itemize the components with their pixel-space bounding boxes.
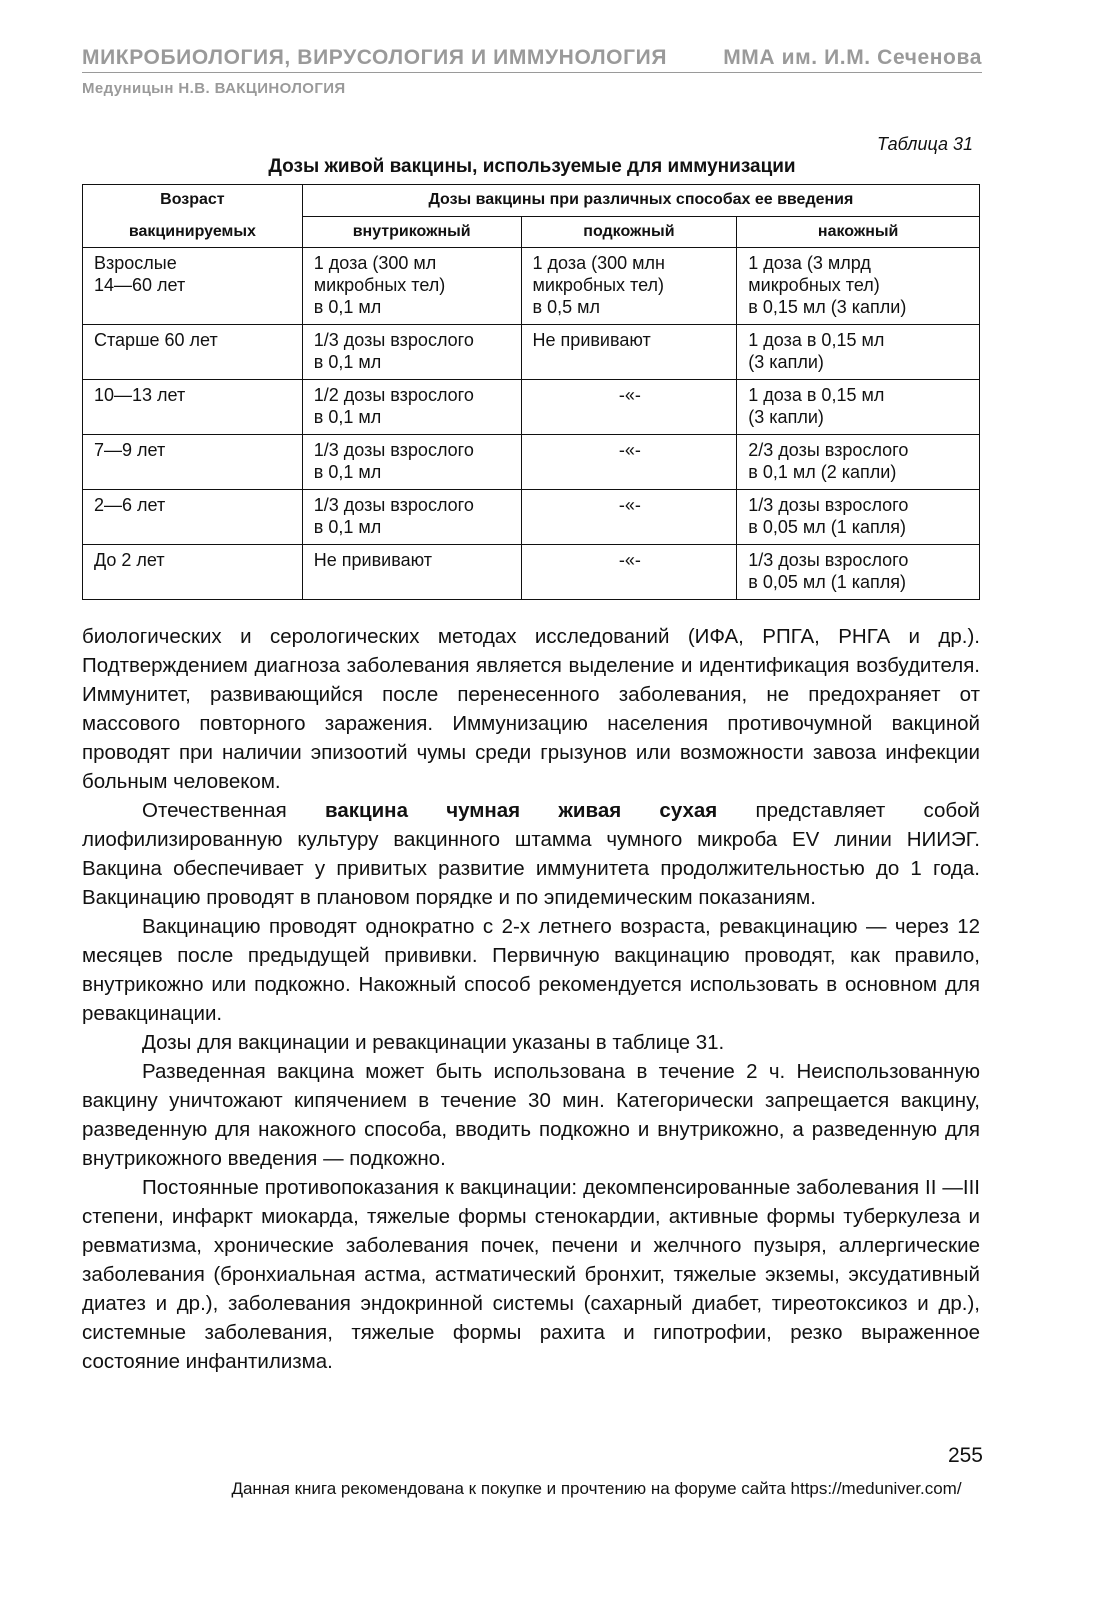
intradermal-cell: Не прививают <box>302 545 521 600</box>
subcutaneous-cell: -«- <box>521 435 737 490</box>
table-row <box>83 248 980 325</box>
paragraph: Разведенная вакцина может быть использована в течение 2 ч. Неиспользованную вакцину уничтожают кипячением в течение 30 мин. Категорически запрещается вакцину, разведенную для накожного способа, вводить подкожно и внутрикожно, а разведенную для внутрикожного введения — подкожно. <box>82 1060 980 1170</box>
table-row <box>83 435 980 490</box>
paragraph: Вакцинацию проводят однократно с 2-х летнего возраста, ревакцинацию — через 12 месяцев после предыдущей прививки. Первичную вакцинацию проводят, как правило, внутрикожно или подкожно. Накожный способ рекомендуется использовать в основном для ревакцинации. <box>82 915 980 1025</box>
body-text <box>82 622 980 1376</box>
subcutaneous-cell: -«- <box>521 380 737 435</box>
subcutaneous-cell: Не прививают <box>521 325 737 380</box>
age-cell: Старше 60 лет <box>83 325 303 380</box>
doses-table <box>82 184 980 600</box>
cutaneous-cell: 1 доза в 0,15 мл (3 капли) <box>737 380 980 435</box>
header-institution: ММА им. И.М. Сеченова <box>723 46 982 69</box>
paragraph: Постоянные противопоказания к вакцинации: декомпенсированные заболевания II —III степени, инфаркт миокарда, тяжелые формы стенокардии, активные формы туберкулеза и ревматизма, хронические заболевания почек, печени и желчного пузыря, аллергические заболевания (бронхиальная астма, астматический бронхит, тяжелые экземы, эксудативный диатез и др.), заболевания эндокринной системы (сахарный диабет, тиреотоксикоз и др.), системные заболевания, тяжелые формы рахита и гипотрофии, резко выраженное состояние инфантилизма. <box>82 1176 980 1373</box>
table-header-row <box>83 185 980 217</box>
age-cell: 10—13 лет <box>83 380 303 435</box>
table-row <box>83 490 980 545</box>
subcutaneous-column-header: подкожный <box>521 216 737 248</box>
header-subject: МИКРОБИОЛОГИЯ, ВИРУСОЛОГИЯ И ИММУНОЛОГИЯ <box>82 46 668 69</box>
footer-note: Данная книга рекомендована к покупке и прочтению на форуме сайта https://meduniver.com/ <box>231 1479 962 1498</box>
age-cell: Взрослые 14—60 лет <box>83 248 303 325</box>
cutaneous-column-header: накожный <box>737 216 980 248</box>
cutaneous-cell: 1/3 дозы взрослого в 0,05 мл (1 капля) <box>737 490 980 545</box>
intradermal-cell: 1 доза (300 мл микробных тел) в 0,1 мл <box>302 248 521 325</box>
table-row <box>83 380 980 435</box>
cutaneous-cell: 2/3 дозы взрослого в 0,1 мл (2 капли) <box>737 435 980 490</box>
intradermal-cell: 1/3 дозы взрослого в 0,1 мл <box>302 325 521 380</box>
intradermal-column-header: внутрикожный <box>302 216 521 248</box>
intradermal-cell: 1/3 дозы взрослого в 0,1 мл <box>302 435 521 490</box>
age-cell: 2—6 лет <box>83 490 303 545</box>
vaccine-name: вакцина чумная живая сухая <box>324 799 718 822</box>
subcutaneous-cell: -«- <box>521 490 737 545</box>
table-row <box>83 545 980 600</box>
subcutaneous-cell: 1 доза (300 млн микробных тел) в 0,5 мл <box>521 248 737 325</box>
cutaneous-cell: 1 доза в 0,15 мл (3 капли) <box>737 325 980 380</box>
cutaneous-cell: 1 доза (3 млрд микробных тел) в 0,15 мл (3 капли) <box>737 248 980 325</box>
cutaneous-cell: 1/3 дозы взрослого в 0,05 мл (1 капля) <box>737 545 980 600</box>
table-row <box>83 325 980 380</box>
page-number: 255 <box>947 1444 983 1467</box>
dose-group-header: Дозы вакцины при различных способах ее введения <box>302 185 979 217</box>
age-column-header: Возраст вакцинируемых <box>83 185 303 248</box>
paragraph: Дозы для вакцинации и ревакцинации указаны в таблице 31. <box>142 1031 725 1054</box>
table-title: Дозы живой вакцины, используемые для иммунизации <box>268 156 796 177</box>
header-top-line <box>82 46 982 73</box>
intradermal-cell: 1/2 дозы взрослого в 0,1 мл <box>302 380 521 435</box>
subcutaneous-cell: -«- <box>521 545 737 600</box>
table-label: Таблица 31 <box>876 134 973 154</box>
intradermal-cell: 1/3 дозы взрослого в 0,1 мл <box>302 490 521 545</box>
running-header <box>82 46 982 97</box>
table-body <box>83 248 980 600</box>
age-cell: До 2 лет <box>83 545 303 600</box>
age-cell: 7—9 лет <box>83 435 303 490</box>
paragraph: Отечественная вакцина чумная живая сухая представляет собой лиофилизированную культуру вакцинного штамма чумного микроба EV линии НИИЭГ. Вакцина обеспечивает у привитых развитие иммунитета продолжительностью до 1 года. Вакцинацию проводят в плановом порядке и по эпидемическим показаниям. <box>82 799 980 909</box>
paragraph: биологических и серологических методах исследований (ИФА, РПГА, РНГА и др.). Подтверждением диагноза заболевания является выделение и идентификация возбудителя. Иммунитет, развивающийся после перенесенного заболевания, не предохраняет от массового повторного заражения. Иммунизацию населения противочумной вакциной проводят при наличии эпизоотий чумы среди грызунов или возможности завоза инфекции больным человеком. <box>82 625 980 793</box>
header-author-book: Медуницын Н.В. ВАКЦИНОЛОГИЯ <box>82 80 346 97</box>
